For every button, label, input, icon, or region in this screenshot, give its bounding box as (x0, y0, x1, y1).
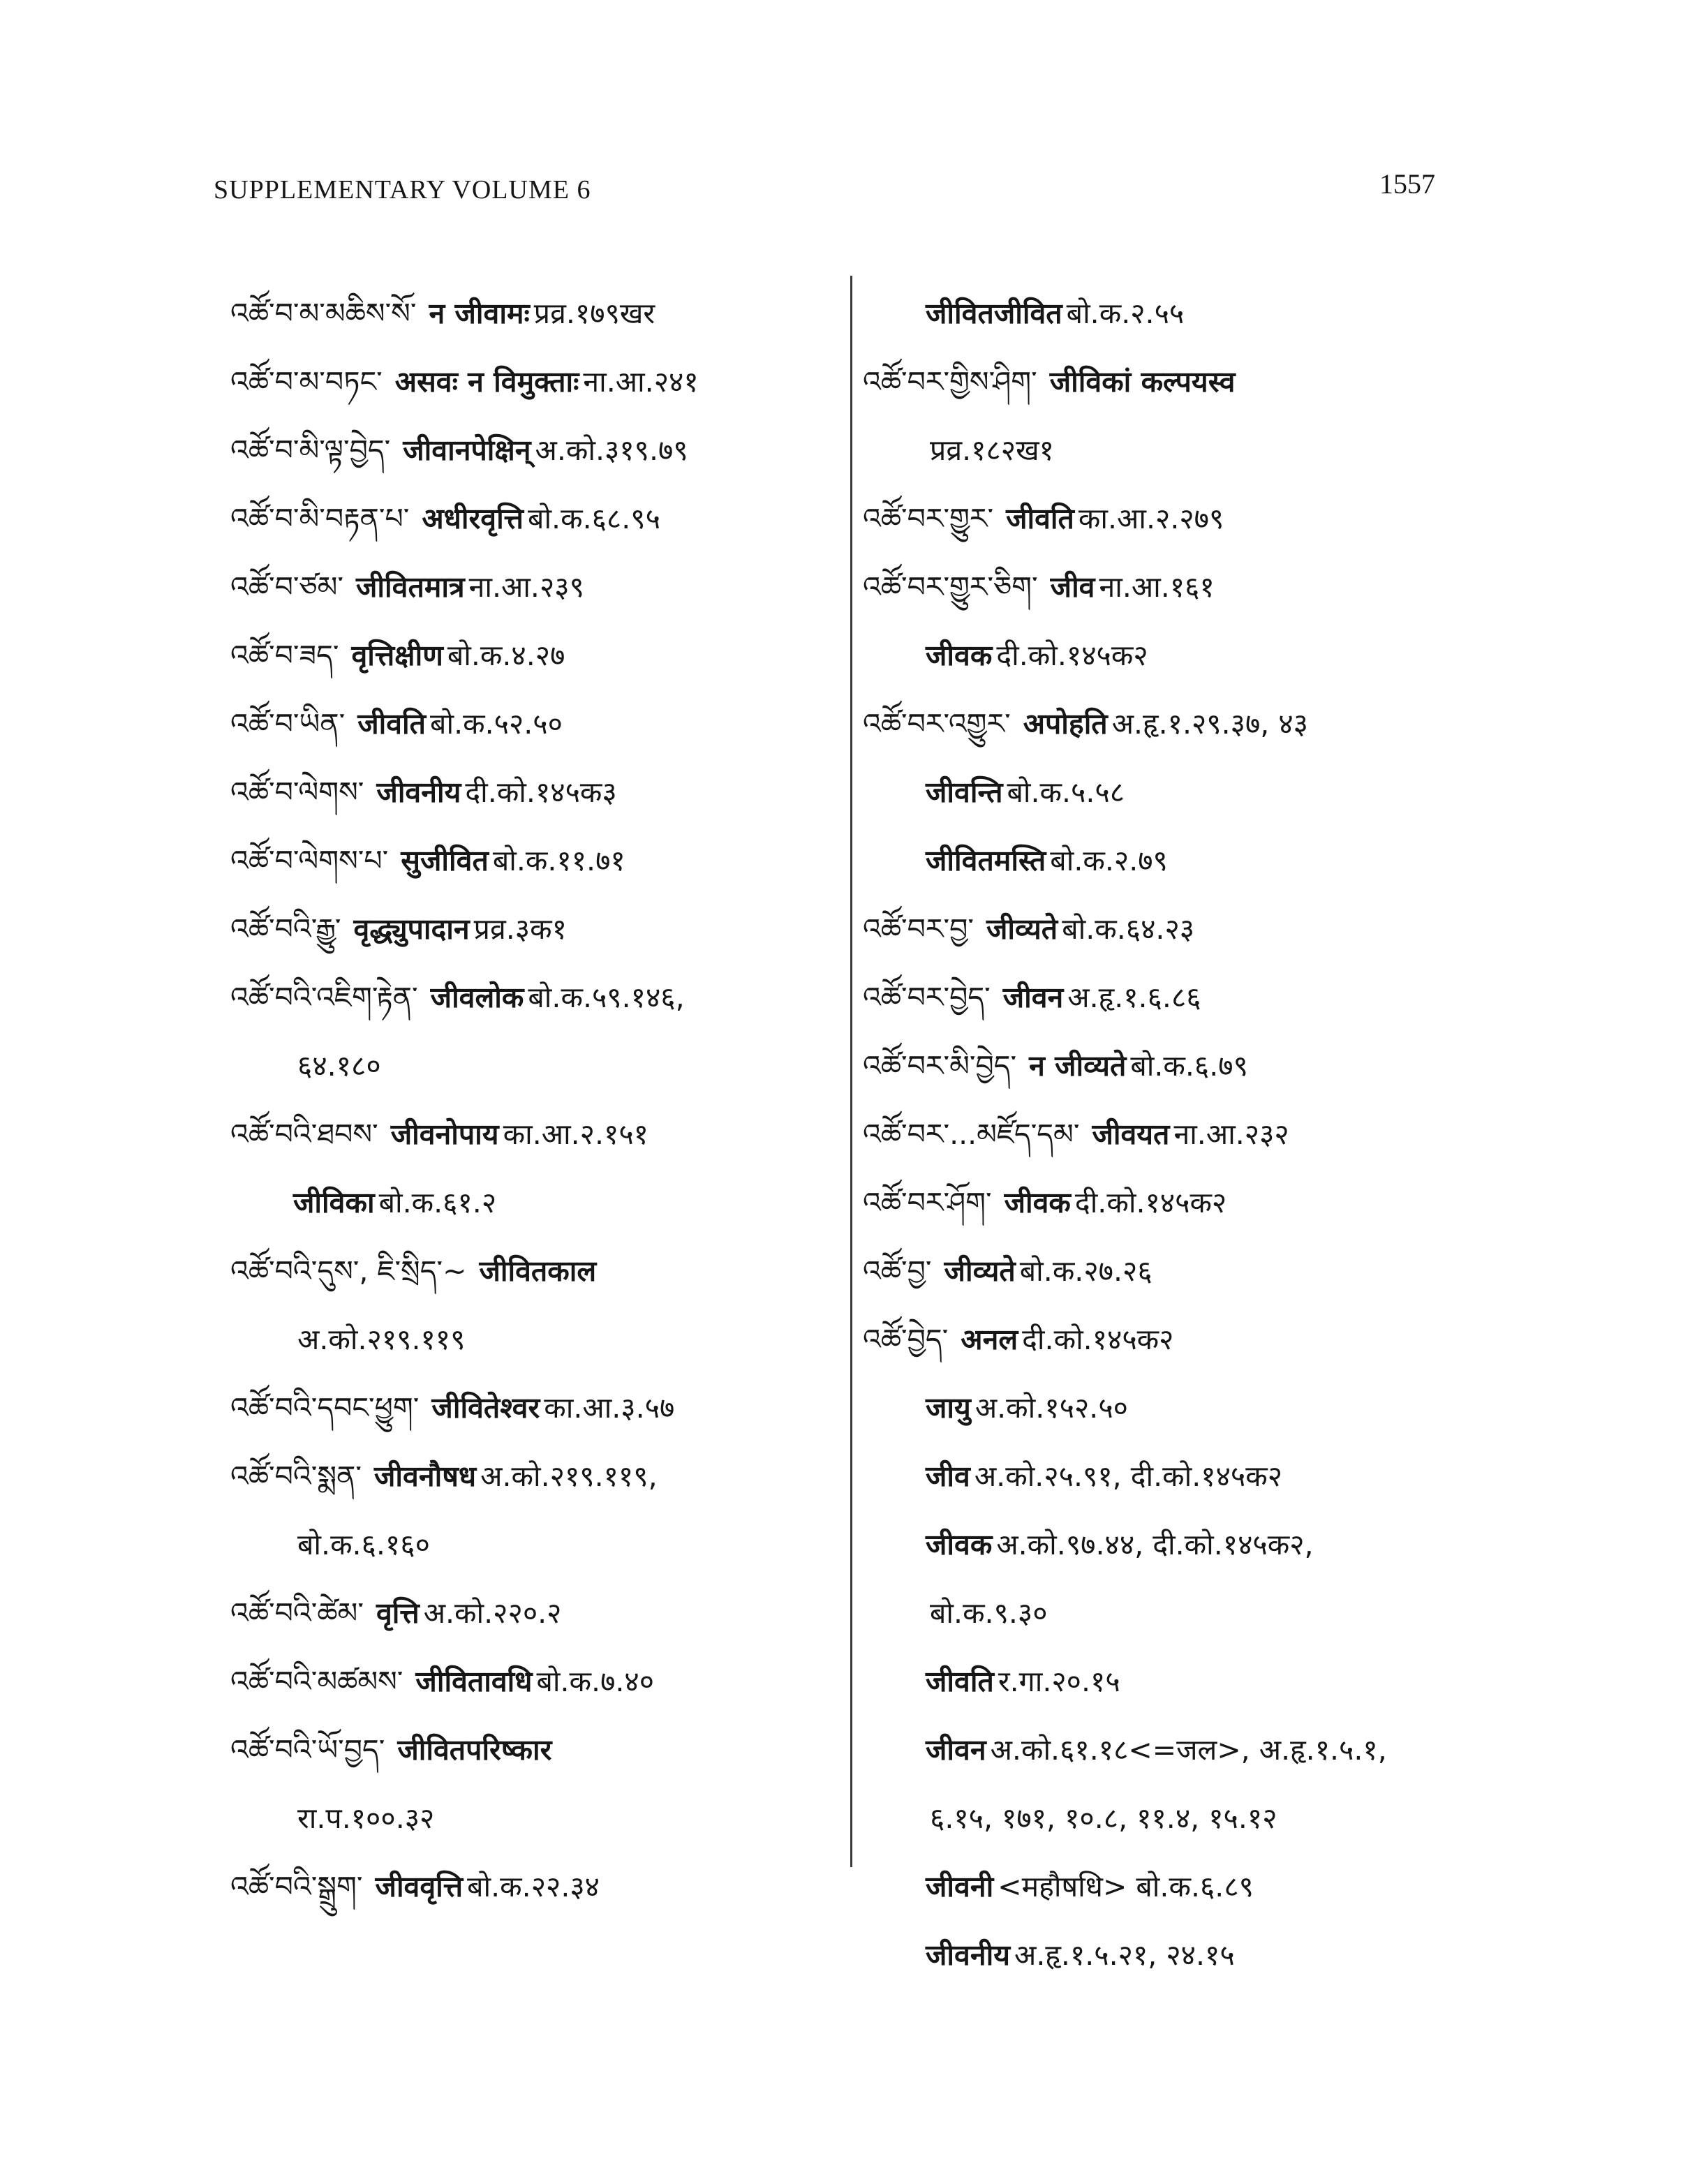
dictionary-entry-line (230, 621, 845, 690)
dictionary-entry-line (863, 826, 1491, 895)
dictionary-entry-line (230, 1168, 845, 1237)
dictionary-entry-line (230, 1237, 845, 1305)
dictionary-entry-line (230, 1442, 845, 1510)
tibetan-headword: འཚོ་བའི་རྒྱུ་ (230, 912, 341, 946)
dictionary-entry-line (863, 1100, 1491, 1168)
source-reference: अ.हृ.१.२९.३७, ४३ (1111, 707, 1308, 741)
dictionary-entry-line (230, 279, 845, 348)
dictionary-entry-line (863, 1374, 1491, 1442)
tibetan-headword: འཚོ་བའི་ཐབས་ (230, 1117, 378, 1151)
sanskrit-equivalent: जीववृत्ति (375, 1870, 464, 1903)
sanskrit-equivalent: जीवति (1006, 502, 1074, 535)
source-reference: ६.१५, १७१, १०.८, ११.४, १५.१२ (930, 1802, 1277, 1835)
source-reference: दी.को.१४५क३ (465, 775, 617, 809)
sanskrit-equivalent: जीवानपेक्षिन् (403, 433, 531, 467)
dictionary-entry-line (230, 1579, 845, 1647)
sanskrit-equivalent: जीवक (926, 639, 993, 672)
sanskrit-equivalent: जीवति (357, 707, 427, 741)
source-reference: <महौषधि> बो.क.६.८९ (998, 1870, 1254, 1903)
sanskrit-equivalent: जीवनोपाय (390, 1117, 499, 1151)
sanskrit-equivalent: वृत्ति (376, 1596, 420, 1630)
dictionary-entry-line (230, 1374, 845, 1442)
tibetan-headword: འཚོ་བ་ཙམ་ (230, 570, 343, 604)
tibetan-headword: འཚོ་བར་ཤོག་ (863, 1186, 992, 1219)
dictionary-entry-line (863, 1168, 1491, 1237)
source-reference: बो.क.२.५५ (1066, 297, 1185, 330)
dictionary-entry-line (863, 895, 1491, 963)
sanskrit-equivalent: अनल (961, 1323, 1018, 1356)
sanskrit-equivalent: जीवनौषध (374, 1459, 477, 1493)
source-reference: अ.को.२१९.११९ (297, 1323, 466, 1356)
dictionary-entry-line (863, 1716, 1491, 1784)
dictionary-entry-line (863, 1032, 1491, 1100)
source-reference: बो.क.६१.२ (378, 1186, 497, 1219)
source-reference: ना.आ.२३९ (468, 570, 584, 604)
dictionary-entry-line (863, 1921, 1491, 1989)
tibetan-headword: འཚོ་བར་བྱེད་ (863, 981, 991, 1014)
sanskrit-equivalent: जीवक (926, 1528, 993, 1561)
sanskrit-equivalent: जीवयत (1092, 1117, 1170, 1151)
dictionary-entry-line (230, 553, 845, 621)
sanskrit-equivalent: न जीव्यते (1029, 1049, 1127, 1083)
dictionary-entry-line (863, 1442, 1491, 1510)
sanskrit-equivalent: सुजीवित (401, 844, 489, 877)
sanskrit-equivalent: जीव (1050, 570, 1095, 604)
source-reference: दी.को.१४५क२ (1022, 1323, 1174, 1356)
source-reference: अ.को.३१९.७९ (535, 433, 688, 467)
tibetan-headword: འཚོ་བའི་ཡོ་བྱད་ (230, 1733, 385, 1767)
tibetan-headword: འཚོ་བ་ལེགས་ (230, 775, 364, 809)
source-reference: प्रव्र.१८२ख१ (930, 433, 1054, 467)
dictionary-entry-line (863, 758, 1491, 826)
tibetan-headword: འཚོ་བར་གྱིས་ཤིག་ (863, 365, 1037, 399)
dictionary-entry-line (863, 1784, 1491, 1852)
dictionary-entry-line (230, 1647, 845, 1716)
dictionary-entry-line (863, 963, 1491, 1032)
sanskrit-equivalent: जीवनी (926, 1870, 994, 1903)
dictionary-entry-line (863, 1237, 1491, 1305)
dictionary-entry-line (863, 279, 1491, 348)
sanskrit-equivalent: जीवितपरिष्कार (397, 1733, 552, 1767)
sanskrit-equivalent: जीव्यते (944, 1254, 1016, 1288)
sanskrit-equivalent: जीवितेश्वर (431, 1391, 540, 1425)
tibetan-headword: འཚོ་བ་ཡིན་ (230, 707, 346, 741)
dictionary-entry-line (863, 1305, 1491, 1374)
source-reference: बो.क.९.३० (930, 1596, 1048, 1630)
tibetan-headword: འཚོ་བའི་སྨན་ (230, 1459, 362, 1493)
sanskrit-equivalent: जीवन्ति (926, 775, 1003, 809)
source-reference: बो.क.२.७९ (1050, 844, 1168, 877)
source-reference: रा.प.१००.३२ (297, 1802, 435, 1835)
tibetan-headword: འཚོ་བྱེད་ (863, 1323, 949, 1356)
sanskrit-equivalent: जीवलोक (430, 981, 524, 1014)
tibetan-headword: འཚོ་བའི་ཚེམ་ (230, 1596, 364, 1630)
source-reference: ना.आ.२४१ (583, 365, 699, 399)
page-header-title: SUPPLEMENTARY VOLUME 6 (214, 175, 591, 205)
sanskrit-equivalent: जीवितमात्र (356, 570, 465, 604)
tibetan-headword: འཚོ་བར་གྱུར་ཅིག་ (863, 570, 1038, 604)
dictionary-entry-line (230, 1716, 845, 1784)
source-reference: बो.क.७.४० (536, 1665, 655, 1698)
source-reference: बो.क.२२.३४ (467, 1870, 600, 1903)
tibetan-headword: འཚོ་བའི་དབང་ཕྱུག་ (230, 1391, 420, 1425)
tibetan-headword: འཚོ་བ་ཟད་ (230, 639, 339, 672)
sanskrit-equivalent: जीवितावधि (415, 1665, 533, 1698)
tibetan-headword: འཚོ་བའི་འཇིག་རྟེན་ (230, 981, 418, 1014)
tibetan-headword: འཚོ་བར་འགྱུར་ (863, 707, 1011, 741)
dictionary-entry-line (230, 690, 845, 758)
dictionary-entry-line (230, 1784, 845, 1852)
dictionary-entry-line (230, 348, 845, 416)
dictionary-entry-line (230, 1510, 845, 1579)
dictionary-entry-line (230, 1032, 845, 1100)
dictionary-entry-line (230, 1100, 845, 1168)
tibetan-headword: འཚོ་བ་མི་བརྟན་པ་ (230, 502, 410, 535)
source-reference: अ.को.१५२.५० (974, 1391, 1128, 1425)
sanskrit-equivalent: जीव (926, 1459, 970, 1493)
tibetan-headword: འཚོ་བའི་དུས་, ཇི་སྲིད་~ (230, 1254, 467, 1288)
sanskrit-equivalent: जीवितजीवित (926, 297, 1062, 330)
source-reference: प्रव्र.१७९खर (533, 297, 655, 330)
dictionary-entry-line (863, 690, 1491, 758)
sanskrit-equivalent: जीवनीय (376, 775, 461, 809)
source-reference: प्रव्र.३क१ (473, 912, 567, 946)
sanskrit-equivalent: जीविका (293, 1186, 375, 1219)
sanskrit-equivalent: न जीवामः (429, 297, 530, 330)
tibetan-headword: འཚོ་བར་བྱ་ (863, 912, 974, 946)
source-reference: अ.को.६१.१८<=जल>, अ.हृ.१.५.१, (990, 1733, 1387, 1767)
source-reference: ना.आ.२३२ (1173, 1117, 1289, 1151)
tibetan-headword: འཚོ་བ་མ་བཏང་ (230, 365, 383, 399)
tibetan-headword: འཚོ་བར་...མཛོད་དམ་ (863, 1117, 1080, 1151)
source-reference: का.आ.२.२७९ (1078, 502, 1224, 535)
source-reference: बो.क.६४.२३ (1062, 912, 1195, 946)
sanskrit-equivalent: जीवितकाल (479, 1254, 597, 1288)
source-reference: अ.को.९७.४४, दी.को.१४५क२, (996, 1528, 1314, 1561)
dictionary-entry-line (230, 484, 845, 553)
tibetan-headword: འཚོ་བྱ་ (863, 1254, 932, 1288)
sanskrit-equivalent: वृत्तिक्षीण (351, 639, 443, 672)
sanskrit-equivalent: जीवति (926, 1665, 994, 1698)
sanskrit-equivalent: जायु (926, 1391, 971, 1425)
right-column (863, 279, 1491, 1989)
sanskrit-equivalent: जीवितमस्ति (926, 844, 1046, 877)
source-reference: बो.क.११.७१ (492, 844, 625, 877)
source-reference: दी.को.१४५क२ (996, 639, 1148, 672)
source-reference: ना.आ.१६१ (1099, 570, 1215, 604)
sanskrit-equivalent: असवः न विमुक्ताः (394, 365, 579, 399)
source-reference: दी.को.१४५क२ (1074, 1186, 1227, 1219)
source-reference: बो.क.५२.५० (430, 707, 563, 741)
source-reference: बो.क.६.१६० (297, 1528, 430, 1561)
dictionary-entry-line (230, 963, 845, 1032)
column-divider (850, 276, 852, 1867)
source-reference: अ.हृ.१.६.८६ (1067, 981, 1201, 1014)
sanskrit-equivalent: जीवनीय (926, 1938, 1010, 1972)
dictionary-entry-line (230, 1305, 845, 1374)
dictionary-entry-line (230, 826, 845, 895)
source-reference: अ.को.२१९.११९, (480, 1459, 658, 1493)
tibetan-headword: འཚོ་བ་མི་ལྟ་བྱེད་ (230, 433, 391, 467)
dictionary-entry-line (863, 1852, 1491, 1921)
tibetan-headword: འཚོ་བར་གྱུར་ (863, 502, 994, 535)
source-reference: बो.क.६८.९५ (528, 502, 660, 535)
source-reference: र.गा.२०.१५ (998, 1665, 1120, 1698)
sanskrit-equivalent: अपोहति (1023, 707, 1108, 741)
dictionary-entry-line (230, 758, 845, 826)
sanskrit-equivalent: जीव्यते (986, 912, 1058, 946)
source-reference: ६४.१८० (297, 1049, 381, 1083)
tibetan-headword: འཚོ་བའི་སྒྲུག་ (230, 1870, 363, 1903)
source-reference: अ.हृ.१.५.२१, २४.१५ (1014, 1938, 1235, 1972)
dictionary-entry-line (863, 416, 1491, 484)
source-reference: अ.को.२२०.२ (423, 1596, 562, 1630)
sanskrit-equivalent: जीवन (926, 1733, 986, 1767)
dictionary-entry-line (863, 553, 1491, 621)
dictionary-entry-line (863, 621, 1491, 690)
tibetan-headword: འཚོ་བར་མི་བྱེད་ (863, 1049, 1017, 1083)
dictionary-entry-line (230, 1852, 845, 1921)
dictionary-entry-line (230, 416, 845, 484)
source-reference: बो.क.२७.२६ (1019, 1254, 1152, 1288)
dictionary-entry-line (230, 895, 845, 963)
source-reference: बो.क.५.५८ (1007, 775, 1125, 809)
left-column (230, 279, 845, 1921)
source-reference: अ.को.२५.९१, दी.को.१४५क२ (974, 1459, 1283, 1493)
sanskrit-equivalent: जीविकां कल्पयस्व (1049, 365, 1236, 399)
source-reference: बो.क.५९.१४६, (528, 981, 685, 1014)
dictionary-entry-line (863, 1510, 1491, 1579)
sanskrit-equivalent: जीवक (1004, 1186, 1071, 1219)
source-reference: बो.क.४.२७ (447, 639, 565, 672)
sanskrit-equivalent: अधीरवृत्ति (422, 502, 524, 535)
tibetan-headword: འཚོ་བ་ལེགས་པ་ (230, 844, 389, 877)
dictionary-entry-line (863, 1579, 1491, 1647)
page-number: 1557 (1379, 168, 1435, 200)
tibetan-headword: འཚོ་བ་མ་མཆིས་སོ་ (230, 297, 417, 330)
dictionary-entry-line (863, 348, 1491, 416)
sanskrit-equivalent: जीवन (1002, 981, 1064, 1014)
source-reference: का.आ.२.१५१ (503, 1117, 648, 1151)
dictionary-entry-line (863, 1647, 1491, 1716)
sanskrit-equivalent: वृद्ध्युपादान (353, 912, 470, 946)
dictionary-entry-line (863, 484, 1491, 553)
source-reference: का.आ.३.५७ (544, 1391, 675, 1425)
tibetan-headword: འཚོ་བའི་མཚམས་ (230, 1665, 403, 1698)
source-reference: बो.क.६.७९ (1130, 1049, 1248, 1083)
